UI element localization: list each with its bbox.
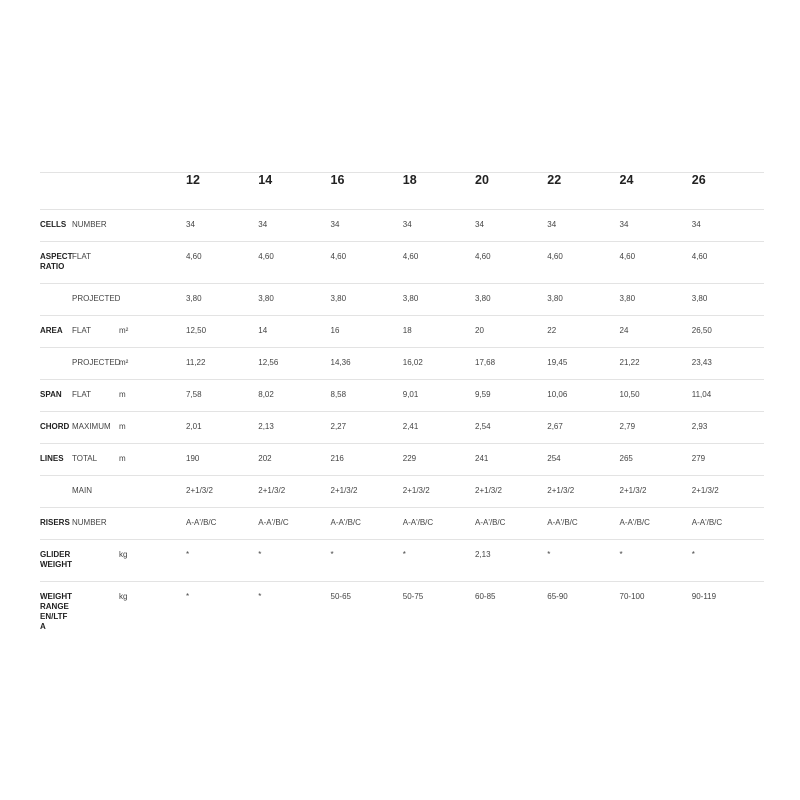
spec-name: GLIDER WEIGHT (40, 550, 72, 569)
spec-unit: kg (119, 550, 128, 559)
spec-row (40, 210, 764, 242)
spec-value: A-A'/B/C (402, 518, 434, 527)
spec-value: 4,60 (186, 252, 202, 261)
spec-value: 90-119 (691, 592, 717, 601)
spec-value: 2+1/3/2 (258, 486, 286, 495)
spec-value: 8,02 (258, 390, 274, 399)
spec-value: 24 (619, 326, 629, 335)
header-blank (40, 173, 72, 210)
spec-value: 2+1/3/2 (547, 486, 575, 495)
spec-value: 23,43 (691, 358, 712, 367)
spec-unit: m (119, 454, 126, 463)
spec-row (40, 242, 764, 284)
spec-value: 11,22 (186, 358, 206, 367)
spec-property: MAXIMUM (72, 422, 111, 431)
spec-value: 2,13 (258, 422, 274, 431)
spec-value: 279 (691, 454, 706, 463)
spec-row (40, 476, 764, 508)
spec-value: 19,45 (547, 358, 568, 367)
spec-name: ASPECT RATIO (40, 252, 73, 271)
spec-value: 3,80 (402, 294, 419, 303)
spec-value: 34 (186, 220, 195, 229)
spec-value: * (402, 550, 406, 559)
spec-unit: m² (119, 358, 129, 367)
spec-value: * (619, 550, 623, 559)
spec-value: 2,93 (691, 422, 708, 431)
spec-unit: m (119, 390, 126, 399)
spec-value: 18 (402, 326, 412, 335)
spec-value: * (186, 550, 190, 559)
spec-value: * (186, 592, 190, 601)
spec-row (40, 284, 764, 316)
spec-value: 4,60 (619, 252, 636, 261)
size-header: 22 (547, 173, 562, 187)
spec-value: 2+1/3/2 (475, 486, 502, 495)
spec-row (40, 380, 764, 412)
spec-value: 202 (258, 454, 272, 463)
spec-value: 3,80 (258, 294, 274, 303)
spec-value: 34 (402, 220, 412, 229)
size-header: 12 (186, 173, 200, 187)
size-header: 26 (691, 173, 706, 187)
spec-value: 16 (330, 326, 340, 335)
spec-value: 2,67 (547, 422, 563, 431)
spec-value: 4,60 (330, 252, 347, 261)
spec-value: 12,56 (258, 358, 279, 367)
spec-value: 2+1/3/2 (619, 486, 647, 495)
spec-property: PROJECTED (72, 358, 121, 367)
spec-value: 60-85 (475, 592, 496, 601)
header-blank (72, 173, 120, 210)
spec-name (40, 348, 72, 380)
spec-value: 2,01 (186, 422, 202, 431)
spec-name: LINES (40, 454, 64, 463)
spec-value: 34 (475, 220, 484, 229)
spec-value: 34 (258, 220, 268, 229)
spec-row (40, 540, 764, 582)
spec-value: 3,80 (547, 294, 563, 303)
spec-row (40, 582, 764, 635)
spec-value: 34 (691, 220, 701, 229)
spec-value: * (547, 550, 551, 559)
spec-value: 3,80 (619, 294, 636, 303)
size-header: 18 (402, 173, 417, 187)
spec-unit (120, 210, 186, 242)
spec-value: 265 (619, 454, 633, 463)
spec-name: AREA (40, 326, 63, 335)
spec-row (40, 444, 764, 476)
spec-value: A-A'/B/C (691, 518, 723, 527)
spec-property (72, 540, 120, 582)
spec-value: 3,80 (186, 294, 202, 303)
size-header: 20 (475, 173, 489, 187)
spec-property: PROJECTED (72, 294, 121, 303)
header-blank (120, 173, 186, 210)
spec-value: 14,36 (330, 358, 351, 367)
spec-property: NUMBER (72, 220, 107, 229)
spec-unit (120, 284, 186, 316)
size-header: 24 (619, 173, 634, 187)
spec-value: 4,60 (258, 252, 274, 261)
size-header: 16 (330, 173, 345, 187)
spec-value: 8,58 (330, 390, 347, 399)
spec-value: 2,41 (402, 422, 419, 431)
spec-name: CELLS (40, 220, 67, 229)
spec-name: RISERS (40, 518, 70, 527)
spec-value: 10,50 (619, 390, 640, 399)
spec-value: 11,04 (691, 390, 712, 399)
spec-value: 229 (402, 454, 417, 463)
spec-value: 2,79 (619, 422, 636, 431)
spec-value: 21,22 (619, 358, 640, 367)
spec-property: TOTAL (72, 454, 98, 463)
spec-property (72, 582, 120, 635)
spec-value: 4,60 (547, 252, 563, 261)
spec-name (40, 284, 72, 316)
spec-value: A-A'/B/C (330, 518, 361, 527)
spec-value: 241 (475, 454, 489, 463)
size-header: 14 (258, 173, 273, 187)
spec-value: 50-75 (402, 592, 424, 601)
spec-value: 34 (547, 220, 557, 229)
spec-row (40, 348, 764, 380)
spec-value: 26,50 (691, 326, 712, 335)
spec-value: 4,60 (475, 252, 491, 261)
spec-property: FLAT (72, 252, 91, 261)
spec-value: 3,80 (475, 294, 491, 303)
spec-name: WEIGHT RANGE EN/LTF A (40, 592, 72, 631)
spec-value: 4,60 (402, 252, 419, 261)
spec-value: * (330, 550, 334, 559)
spec-value: 20 (475, 326, 484, 335)
spec-value: A-A'/B/C (475, 518, 506, 527)
spec-value: 7,58 (186, 390, 202, 399)
spec-value: 2,54 (475, 422, 491, 431)
spec-unit: m (119, 422, 126, 431)
spec-value: 14 (258, 326, 268, 335)
spec-value: 65-90 (547, 592, 568, 601)
spec-name: CHORD (40, 422, 70, 431)
spec-value: 2+1/3/2 (402, 486, 430, 495)
spec-value: 50-65 (330, 592, 351, 601)
spec-value: 254 (547, 454, 561, 463)
spec-property: FLAT (72, 326, 91, 335)
spec-value: 2,13 (475, 550, 491, 559)
spec-value: 2+1/3/2 (186, 486, 213, 495)
spec-value: 16,02 (402, 358, 423, 367)
spec-name (40, 476, 72, 508)
spec-value: 4,60 (691, 252, 708, 261)
spec-value: 3,80 (330, 294, 347, 303)
spec-value: A-A'/B/C (258, 518, 289, 527)
spec-unit: m² (119, 326, 129, 335)
spec-unit (120, 242, 186, 284)
spec-value: 34 (330, 220, 340, 229)
specification-table (40, 172, 764, 634)
spec-unit (120, 476, 186, 508)
spec-value: 3,80 (691, 294, 708, 303)
spec-value: 2+1/3/2 (330, 486, 358, 495)
spec-value: 12,50 (186, 326, 207, 335)
spec-value: * (691, 550, 695, 559)
spec-unit (120, 508, 186, 540)
spec-value: * (258, 550, 262, 559)
spec-name: SPAN (40, 390, 62, 399)
size-header-row (40, 173, 764, 210)
spec-value: 9,59 (475, 390, 491, 399)
spec-value: 22 (547, 326, 557, 335)
spec-value: 70-100 (619, 592, 645, 601)
spec-value: 2,27 (330, 422, 347, 431)
spec-value: * (258, 592, 262, 601)
spec-property: FLAT (72, 390, 91, 399)
spec-value: A-A'/B/C (547, 518, 578, 527)
spec-value: 216 (330, 454, 344, 463)
spec-value: A-A'/B/C (186, 518, 217, 527)
spec-row (40, 508, 764, 540)
spec-row (40, 412, 764, 444)
spec-value: 17,68 (475, 358, 496, 367)
spec-property: NUMBER (72, 518, 107, 527)
spec-value: 2+1/3/2 (691, 486, 719, 495)
spec-value: 190 (186, 454, 200, 463)
spec-unit: kg (119, 592, 128, 601)
spec-value: A-A'/B/C (619, 518, 650, 527)
spec-value: 9,01 (402, 390, 419, 399)
spec-property: MAIN (72, 486, 92, 495)
spec-value: 10,06 (547, 390, 568, 399)
spec-row (40, 316, 764, 348)
spec-value: 34 (619, 220, 629, 229)
